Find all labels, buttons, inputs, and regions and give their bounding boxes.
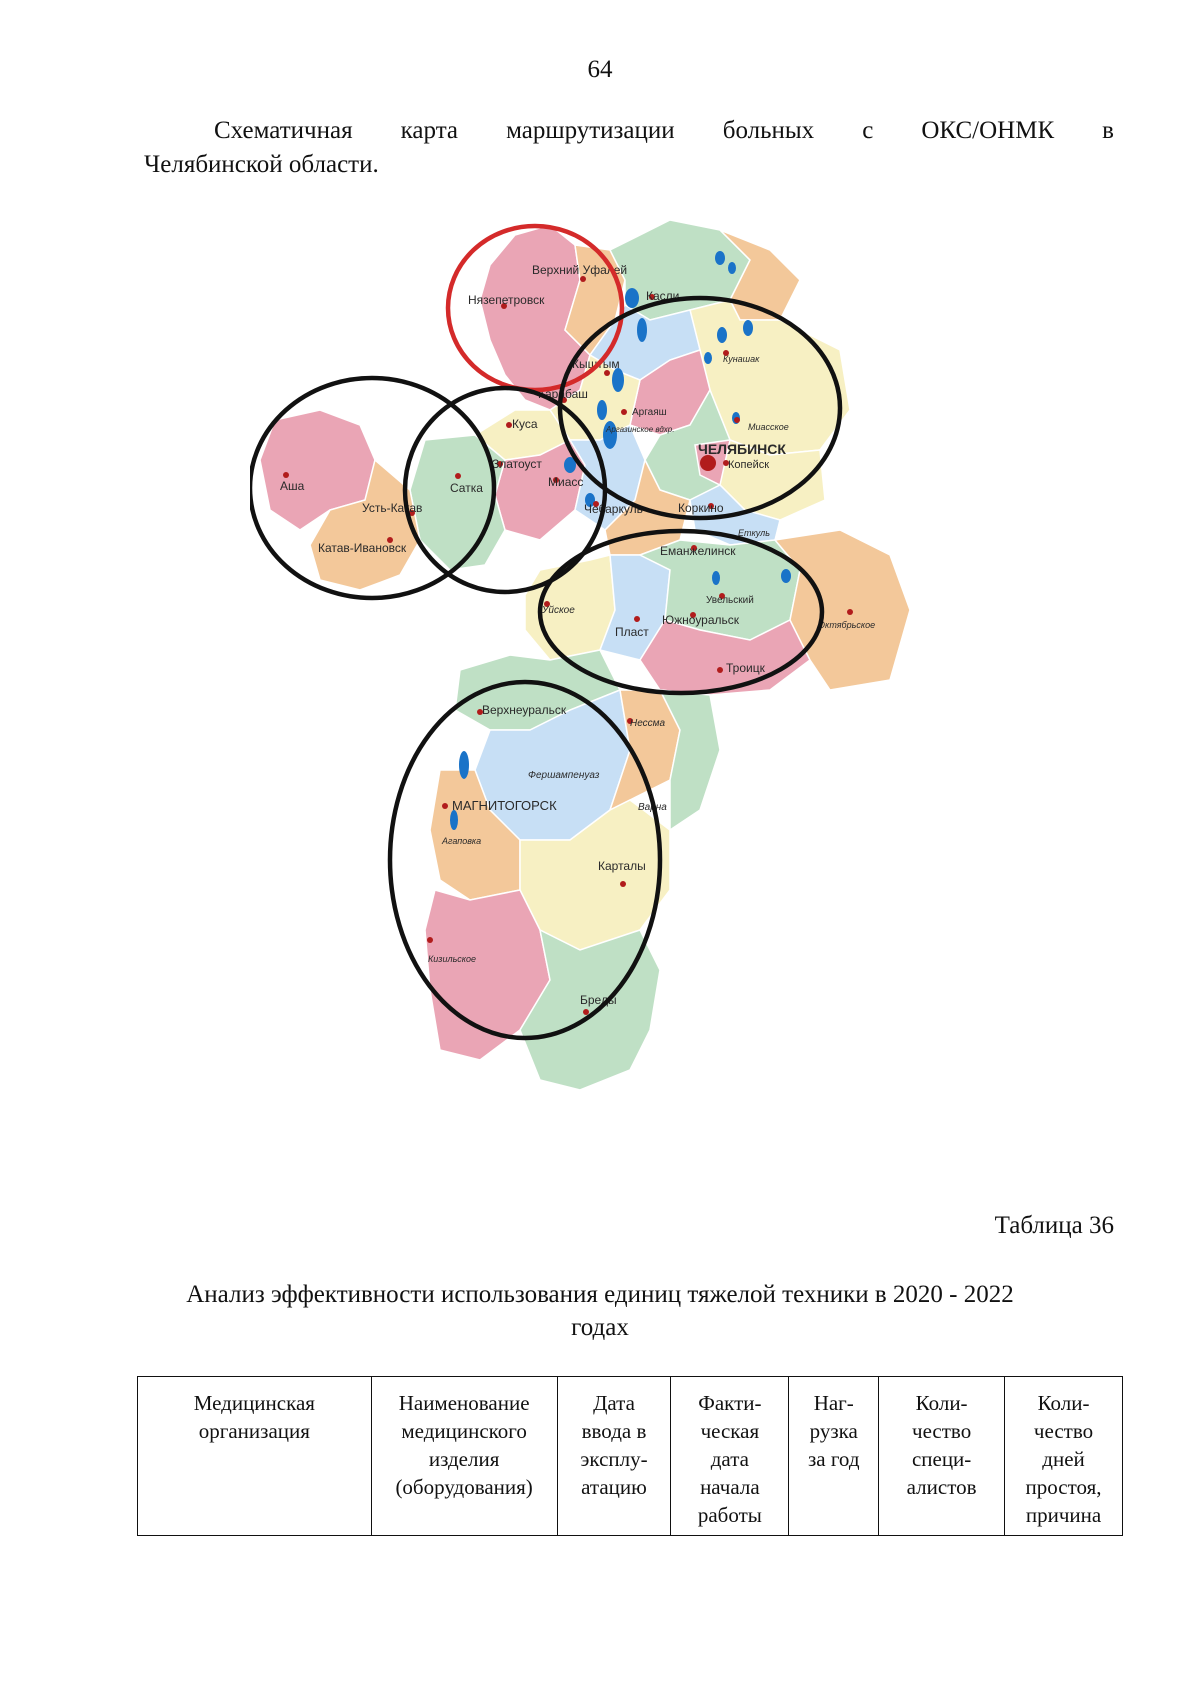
map-label: Бреды <box>580 993 617 1007</box>
caption-line-2: Челябинской области. <box>144 151 379 178</box>
map-label: Катав-Ивановск <box>318 541 407 555</box>
figure-caption <box>144 114 1114 182</box>
map-label: Аша <box>280 479 305 493</box>
map-regions <box>260 220 910 1090</box>
header-cell-downtime: Коли- чество дней простоя, причина <box>1005 1377 1123 1536</box>
map-label: Увельский <box>706 595 754 606</box>
map-label: Кунашак <box>723 354 760 364</box>
map-label: Копейск <box>728 459 770 471</box>
caption-word: Схематичная <box>214 117 353 144</box>
header-cell-device-name: Наименование медицинского изделия (оборудования) <box>371 1377 557 1536</box>
map-label: Уйское <box>542 605 575 616</box>
routing-map <box>250 210 970 1190</box>
map-label: Куса <box>512 417 538 431</box>
table-header-row <box>138 1377 1123 1536</box>
map-label: Пласт <box>615 625 649 639</box>
map-label: Верхний Уфалей <box>532 263 628 277</box>
map-label: Касли <box>646 289 680 303</box>
map-label: Верхнеуральск <box>482 703 567 717</box>
map-label: Троицк <box>726 661 765 675</box>
caption-word: карта <box>400 117 459 144</box>
map-label: Аргаяш <box>632 407 667 418</box>
map-label: Усть-Катав <box>362 501 423 515</box>
header-cell-actual-start-date: Факти- ческая дата начала работы <box>671 1377 789 1536</box>
table-title <box>120 1278 1080 1344</box>
map-label: Чебаркуль <box>584 502 643 516</box>
map-label: Варна <box>638 802 667 813</box>
map-label: Агаповка <box>442 836 482 846</box>
table-number: Таблица 36 <box>994 1212 1114 1239</box>
header-cell-commissioning-date: Дата ввода в эксплу- атацию <box>557 1377 671 1536</box>
map-label: Еткуль <box>738 528 770 538</box>
map-label: Карталы <box>598 859 646 873</box>
header-cell-organization: Медицинская организация <box>138 1377 372 1536</box>
header-cell-annual-load: Наг- рузка за год <box>789 1377 879 1536</box>
table-title-line-2: годах <box>571 1314 629 1341</box>
caption-word: с <box>862 117 874 144</box>
map-label: Коркино <box>678 501 724 515</box>
table-title-line-1: Анализ эффективности использования единиц тяжелой техники в 2020 - 2022 <box>186 1281 1014 1308</box>
map-label: Фершампенуаз <box>528 770 600 781</box>
caption-word: в <box>1102 117 1114 144</box>
map-label: Южноуральск <box>662 613 740 627</box>
map-label: МАГНИТОГОРСК <box>452 798 557 813</box>
map-label: Нессма <box>630 718 666 729</box>
map-label: Аргазинское вдхр. <box>606 425 675 434</box>
map-label: Еманжелинск <box>660 544 736 558</box>
map-label: Кизильское <box>428 954 477 964</box>
map-label: Миасс <box>548 475 584 489</box>
map-label: Кыштым <box>572 357 620 371</box>
header-cell-specialists: Коли- чество специ- алистов <box>879 1377 1005 1536</box>
map-label: Златоуст <box>492 457 542 471</box>
map-label: ЧЕЛЯБИНСК <box>698 441 786 457</box>
map-label: Карабаш <box>538 387 588 401</box>
map-label: Миасское <box>748 422 789 432</box>
map-label: Нязепетровск <box>468 293 545 307</box>
map-label: Сатка <box>450 481 483 495</box>
page-number: 64 <box>587 56 613 83</box>
caption-word: ОКС/ОНМК <box>921 117 1055 144</box>
equipment-efficiency-table <box>137 1376 1123 1536</box>
caption-line-1 <box>144 114 1114 148</box>
caption-word: больных <box>722 117 815 144</box>
map-label: Октябрьское <box>818 620 876 630</box>
caption-word: маршрутизации <box>506 117 675 144</box>
